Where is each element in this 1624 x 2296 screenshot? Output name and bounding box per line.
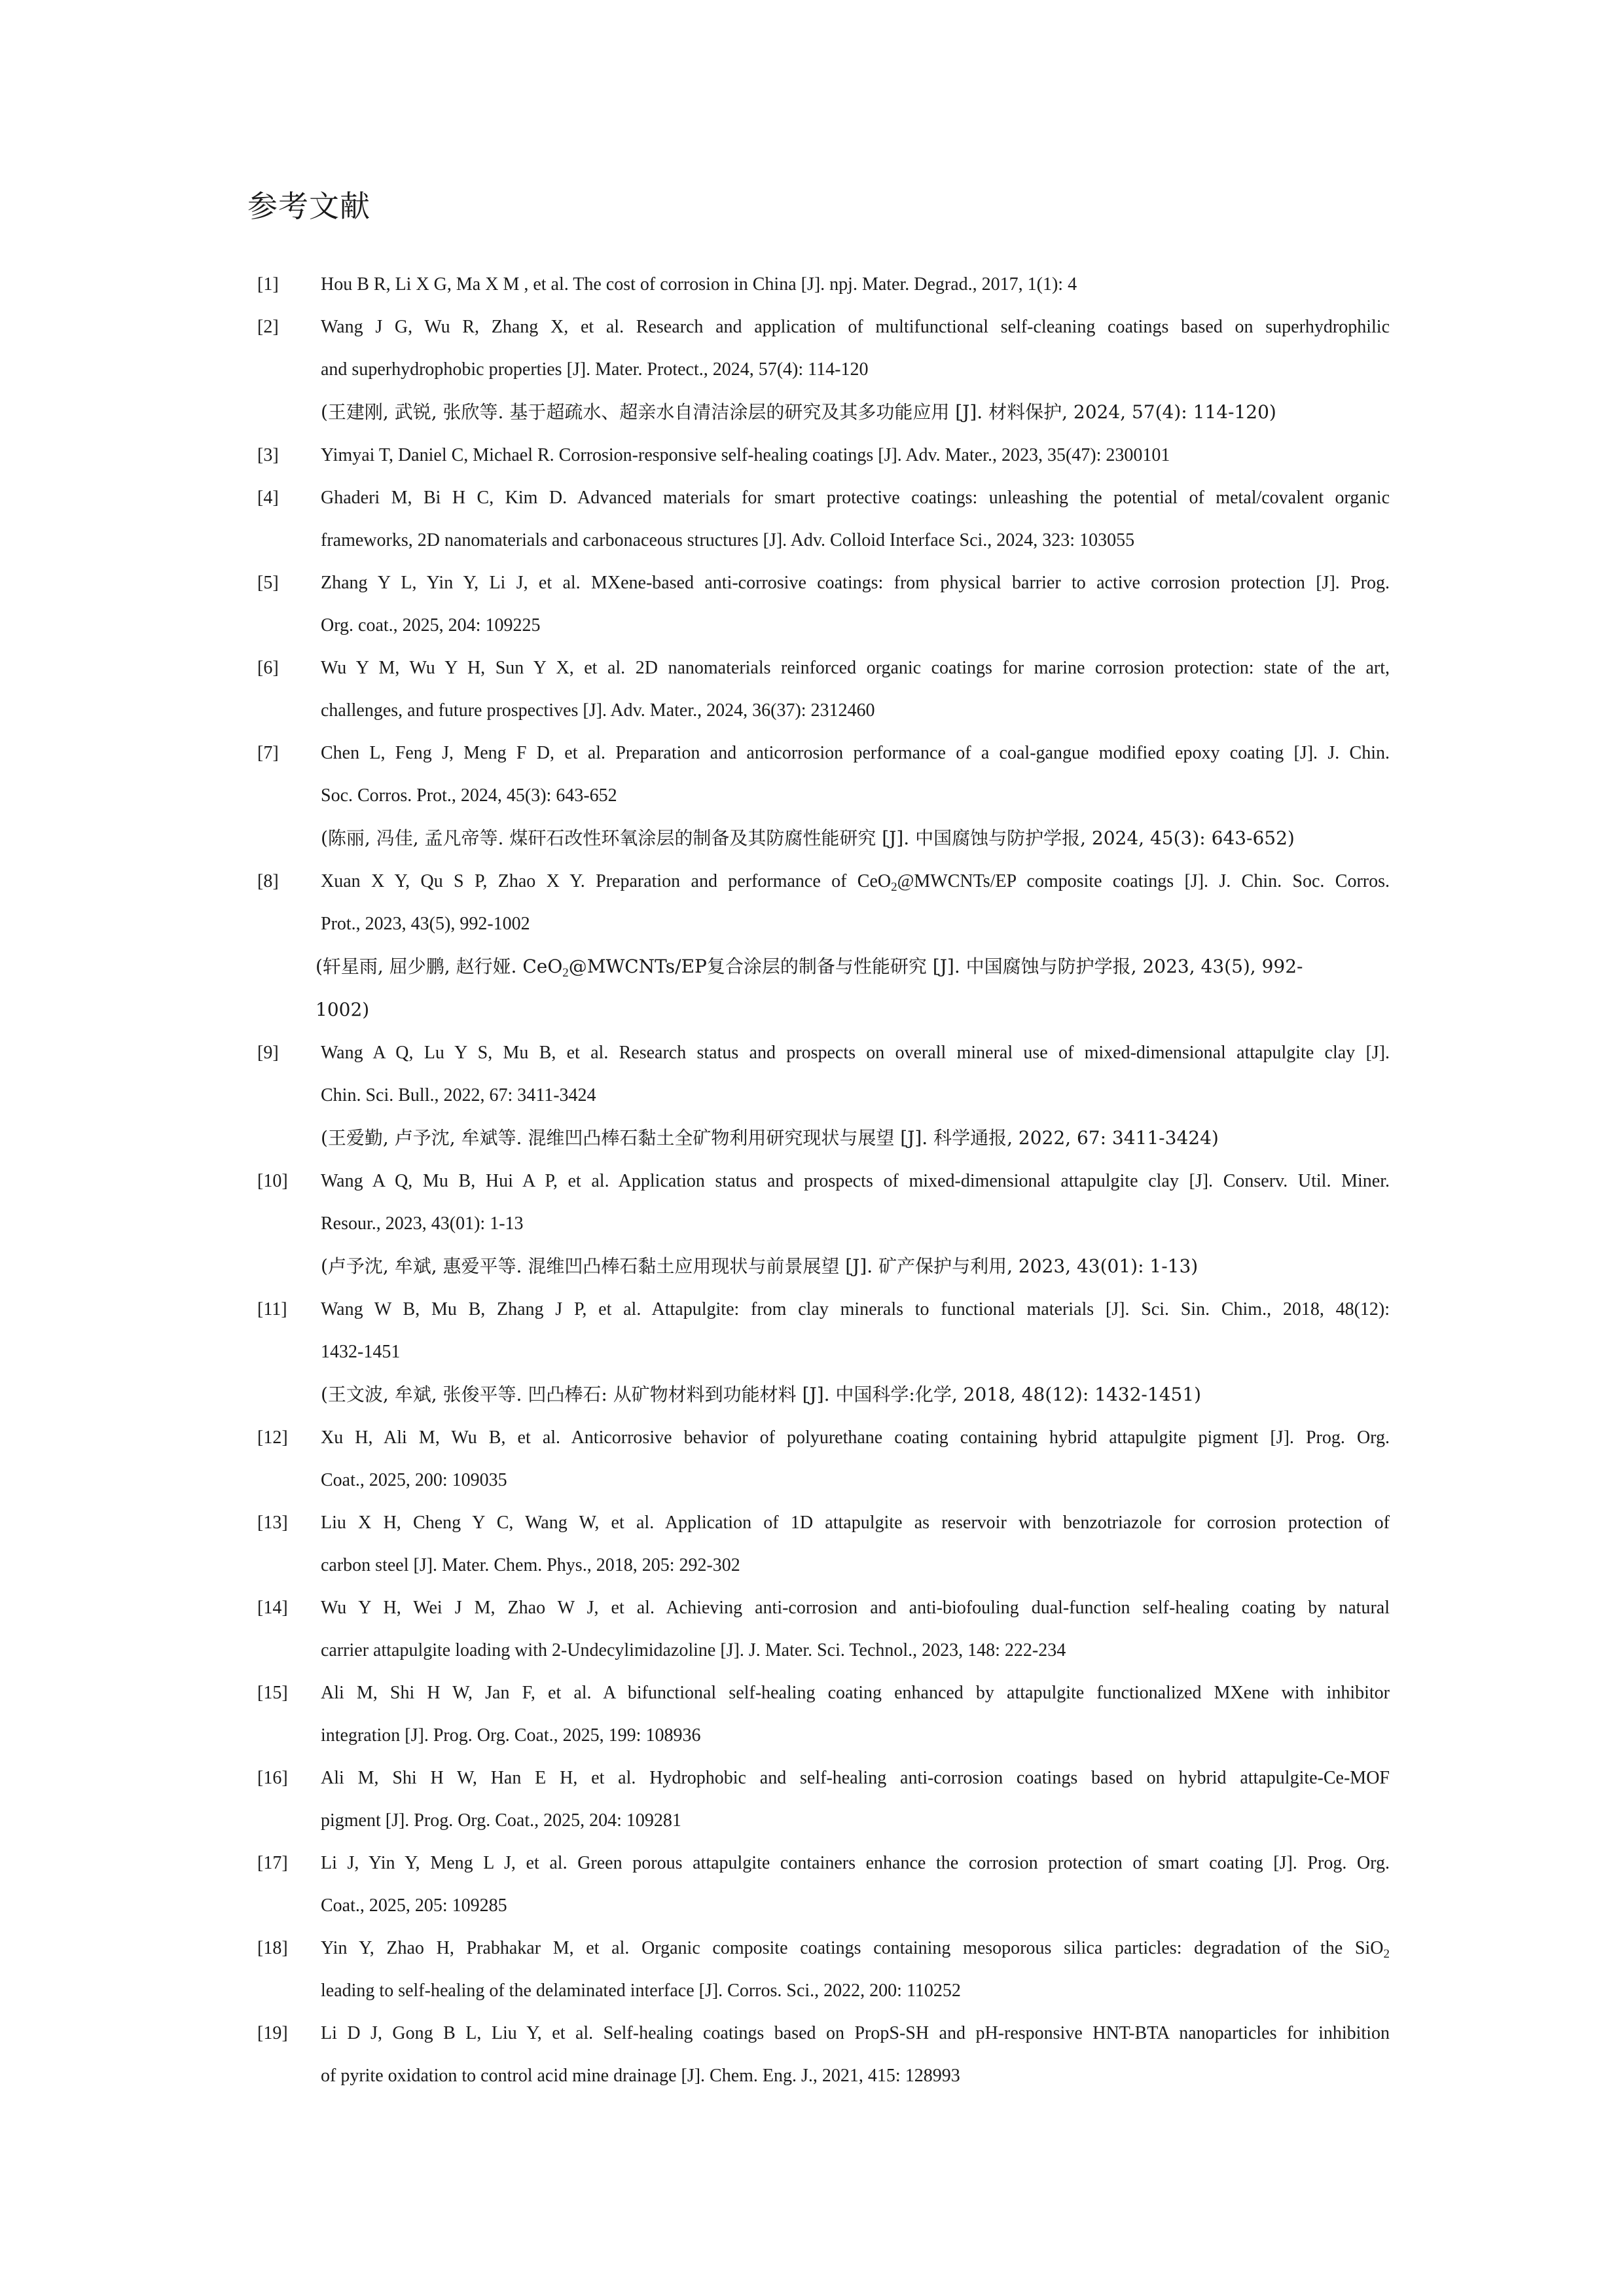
reference-chinese-line: (王文波, 牟斌, 张俊平等. 凹凸棒石: 从矿物材料到功能材料 [J]. 中国科学:化学, 2018, 48(12): 1432-1451) xyxy=(321,1384,1202,1405)
reference-text: integration [J]. Prog. Org. Coat., 2025, 199: 108936 xyxy=(321,1725,701,1746)
text-run: Xuan X Y, Qu S P, Zhao X Y. Preparation and performance of CeO xyxy=(321,871,892,891)
reference-text: Wu Y M, Wu Y H, Sun Y X, et al. 2D nanomaterials reinforced organic coatings for marine corrosion protection: state of the art, xyxy=(321,658,1390,678)
subscript: 2 xyxy=(1383,1947,1390,1961)
reference-number: [1] xyxy=(257,274,279,295)
reference-text: Coat., 2025, 200: 109035 xyxy=(321,1470,507,1490)
reference-item-3 xyxy=(257,434,1390,476)
reference-chinese-line: (王爱勤, 卢予沈, 牟斌等. 混维凹凸棒石黏土全矿物利用研究现状与展望 [J]. 科学通报, 2022, 67: 3411-3424) xyxy=(321,1127,1219,1149)
reference-text: Wang W B, Mu B, Zhang J P, et al. Attapulgite: from clay minerals to functional materials [J]. Sci. Sin. Chim., 2018, 48(12): xyxy=(321,1299,1390,1319)
reference-number: [14] xyxy=(257,1598,288,1618)
reference-chinese-line: (王建刚, 武锐, 张欣等. 基于超疏水、超亲水自清洁涂层的研究及其多功能应用 [J]. 材料保护, 2024, 57(4): 114-120) xyxy=(321,401,1276,423)
reference-text: and superhydrophobic properties [J]. Mater. Protect., 2024, 57(4): 114-120 xyxy=(321,359,869,380)
reference-item-9 xyxy=(257,1031,1390,1160)
reference-text: of pyrite oxidation to control acid mine drainage [J]. Chem. Eng. J., 2021, 415: 128993 xyxy=(321,2066,960,2086)
reference-text: Li J, Yin Y, Meng L J, et al. Green porous attapulgite containers enhance the corrosion protection of smart coating [J]. Prog. Org. xyxy=(321,1853,1390,1873)
reference-number: [15] xyxy=(257,1683,288,1703)
text-run: @MWCNTs/EP复合涂层的制备与性能研究 [J]. 中国腐蚀与防护学报, 2023, 43(5), 992- xyxy=(568,956,1303,977)
reference-text: Wang A Q, Lu Y S, Mu B, et al. Research status and prospects on overall mineral use of mixed-dimensional attapulgite clay [J]. xyxy=(321,1043,1390,1063)
reference-text: pigment [J]. Prog. Org. Coat., 2025, 204: 109281 xyxy=(321,1810,681,1831)
reference-item-15 xyxy=(257,1672,1390,1757)
reference-item-4 xyxy=(257,476,1390,562)
references-heading: 参考文献 xyxy=(247,188,370,224)
reference-text: Zhang Y L, Yin Y, Li J, et al. MXene-based anti-corrosive coatings: from physical barrier to active corrosion protection [J]. Prog. xyxy=(321,573,1390,593)
reference-item-18 xyxy=(257,1927,1390,2012)
reference-text xyxy=(321,860,1390,903)
reference-item-10 xyxy=(257,1160,1390,1288)
reference-item-11 xyxy=(257,1288,1390,1416)
reference-text: Li D J, Gong B L, Liu Y, et al. Self-healing coatings based on PropS-SH and pH-responsive HNT-BTA nanoparticles for inhibition xyxy=(321,2023,1390,2043)
subscript: 2 xyxy=(891,880,897,894)
text-run: (轩星雨, 屈少鹏, 赵行娅. CeO xyxy=(316,956,563,977)
reference-text: Prot., 2023, 43(5), 992-1002 xyxy=(321,914,530,934)
reference-text: Soc. Corros. Prot., 2024, 45(3): 643-652 xyxy=(321,785,617,806)
reference-text: Ali M, Shi H W, Han E H, et al. Hydrophobic and self-healing anti-corrosion coatings based on hybrid attapulgite-Ce-MOF xyxy=(321,1768,1390,1788)
reference-item-12 xyxy=(257,1416,1390,1501)
reference-item-7 xyxy=(257,732,1390,860)
text-run: Yin Y, Zhao H, Prabhakar M, et al. Organic composite coatings containing mesoporous silica particles: degradation of the SiO xyxy=(321,1938,1384,1958)
reference-chinese-text xyxy=(316,945,1390,988)
subscript: 2 xyxy=(562,966,569,980)
reference-text: Chin. Sci. Bull., 2022, 67: 3411-3424 xyxy=(321,1085,596,1105)
reference-text: Resour., 2023, 43(01): 1-13 xyxy=(321,1213,524,1234)
reference-chinese-text xyxy=(321,817,1390,860)
reference-text: Coat., 2025, 205: 109285 xyxy=(321,1895,507,1916)
reference-text: Xu H, Ali M, Wu B, et al. Anticorrosive behavior of polyurethane coating containing hybrid attapulgite pigment [J]. Prog. Org. xyxy=(321,1427,1390,1448)
reference-number: [11] xyxy=(257,1299,287,1319)
reference-text: leading to self-healing of the delaminated interface [J]. Corros. Sci., 2022, 200: 110252 xyxy=(321,1981,961,2001)
reference-number: [18] xyxy=(257,1938,288,1958)
reference-number: [8] xyxy=(257,871,279,891)
reference-chinese-text xyxy=(321,391,1390,434)
text-run: @MWCNTs/EP composite coatings [J]. J. Chin. Soc. Corros. xyxy=(897,871,1390,891)
reference-number: [9] xyxy=(257,1043,279,1063)
reference-text: Chen L, Feng J, Meng F D, et al. Preparation and anticorrosion performance of a coal-gangue modified epoxy coating [J]. J. Chin. xyxy=(321,743,1390,763)
reference-text: Ali M, Shi H W, Jan F, et al. A bifunctional self-healing coating enhanced by attapulgite functionalized MXene with inhibitor xyxy=(321,1683,1390,1703)
reference-chinese-text xyxy=(321,1245,1390,1288)
reference-chinese-text xyxy=(321,1373,1390,1416)
reference-number: [6] xyxy=(257,658,279,678)
reference-item-16 xyxy=(257,1757,1390,1842)
reference-text: Wang A Q, Mu B, Hui A P, et al. Application status and prospects of mixed-dimensional attapulgite clay [J]. Conserv. Util. Miner. xyxy=(321,1171,1390,1191)
reference-item-17 xyxy=(257,1842,1390,1927)
reference-text xyxy=(321,1927,1390,1969)
reference-number: [13] xyxy=(257,1513,288,1533)
reference-text: carrier attapulgite loading with 2-Undecylimidazoline [J]. J. Mater. Sci. Technol., 2023, 148: 222-234 xyxy=(321,1640,1066,1660)
reference-item-2 xyxy=(257,306,1390,434)
reference-number: [3] xyxy=(257,445,279,465)
reference-number: [4] xyxy=(257,488,279,508)
reference-text: Yimyai T, Daniel C, Michael R. Corrosion-responsive self-healing coatings [J]. Adv. Mater., 2023, 35(47): 2300101 xyxy=(321,445,1170,465)
reference-text: carbon steel [J]. Mater. Chem. Phys., 2018, 205: 292-302 xyxy=(321,1555,740,1575)
reference-list xyxy=(257,263,1390,2097)
reference-item-6 xyxy=(257,647,1390,732)
reference-item-8 xyxy=(257,860,1390,1031)
reference-text: 1432-1451 xyxy=(321,1342,401,1362)
reference-item-19 xyxy=(257,2012,1390,2097)
reference-text: Wu Y H, Wei J M, Zhao W J, et al. Achieving anti-corrosion and anti-biofouling dual-function self-healing coating by natural xyxy=(321,1598,1390,1618)
reference-number: [16] xyxy=(257,1768,288,1788)
reference-text: Ghaderi M, Bi H C, Kim D. Advanced materials for smart protective coatings: unleashing the potential of metal/covalent organic xyxy=(321,488,1390,508)
reference-item-1 xyxy=(257,263,1390,306)
reference-number: [2] xyxy=(257,317,279,337)
reference-chinese-line: (陈丽, 冯佳, 孟凡帝等. 煤矸石改性环氧涂层的制备及其防腐性能研究 [J]. 中国腐蚀与防护学报, 2024, 45(3): 643-652) xyxy=(321,827,1295,849)
reference-text: Hou B R, Li X G, Ma X M , et al. The cost of corrosion in China [J]. npj. Mater. Degrad., 2017, 1(1): 4 xyxy=(321,274,1077,295)
reference-text: Org. coat., 2025, 204: 109225 xyxy=(321,615,541,636)
reference-text: challenges, and future prospectives [J]. Adv. Mater., 2024, 36(37): 2312460 xyxy=(321,700,875,721)
reference-chinese-text xyxy=(321,1117,1390,1160)
reference-chinese-line: 1002) xyxy=(316,999,370,1020)
reference-text: Liu X H, Cheng Y C, Wang W, et al. Application of 1D attapulgite as reservoir with benzotriazole for corrosion protection of xyxy=(321,1513,1390,1533)
reference-number: [5] xyxy=(257,573,279,593)
reference-item-13 xyxy=(257,1501,1390,1587)
reference-number: [10] xyxy=(257,1171,288,1191)
reference-text: Wang J G, Wu R, Zhang X, et al. Research and application of multifunctional self-cleaning coatings based on superhydrophilic xyxy=(321,317,1390,337)
reference-number: [17] xyxy=(257,1853,288,1873)
reference-number: [7] xyxy=(257,743,279,763)
reference-number: [19] xyxy=(257,2023,288,2043)
reference-chinese-line: (卢予沈, 牟斌, 惠爱平等. 混维凹凸棒石黏土应用现状与前景展望 [J]. 矿产保护与利用, 2023, 43(01): 1-13) xyxy=(321,1255,1199,1277)
reference-text: frameworks, 2D nanomaterials and carbonaceous structures [J]. Adv. Colloid Interface Sci., 2024, 323: 103055 xyxy=(321,530,1135,550)
reference-item-14 xyxy=(257,1587,1390,1672)
reference-item-5 xyxy=(257,562,1390,647)
reference-number: [12] xyxy=(257,1427,288,1448)
reference-chinese-text xyxy=(316,988,1390,1031)
